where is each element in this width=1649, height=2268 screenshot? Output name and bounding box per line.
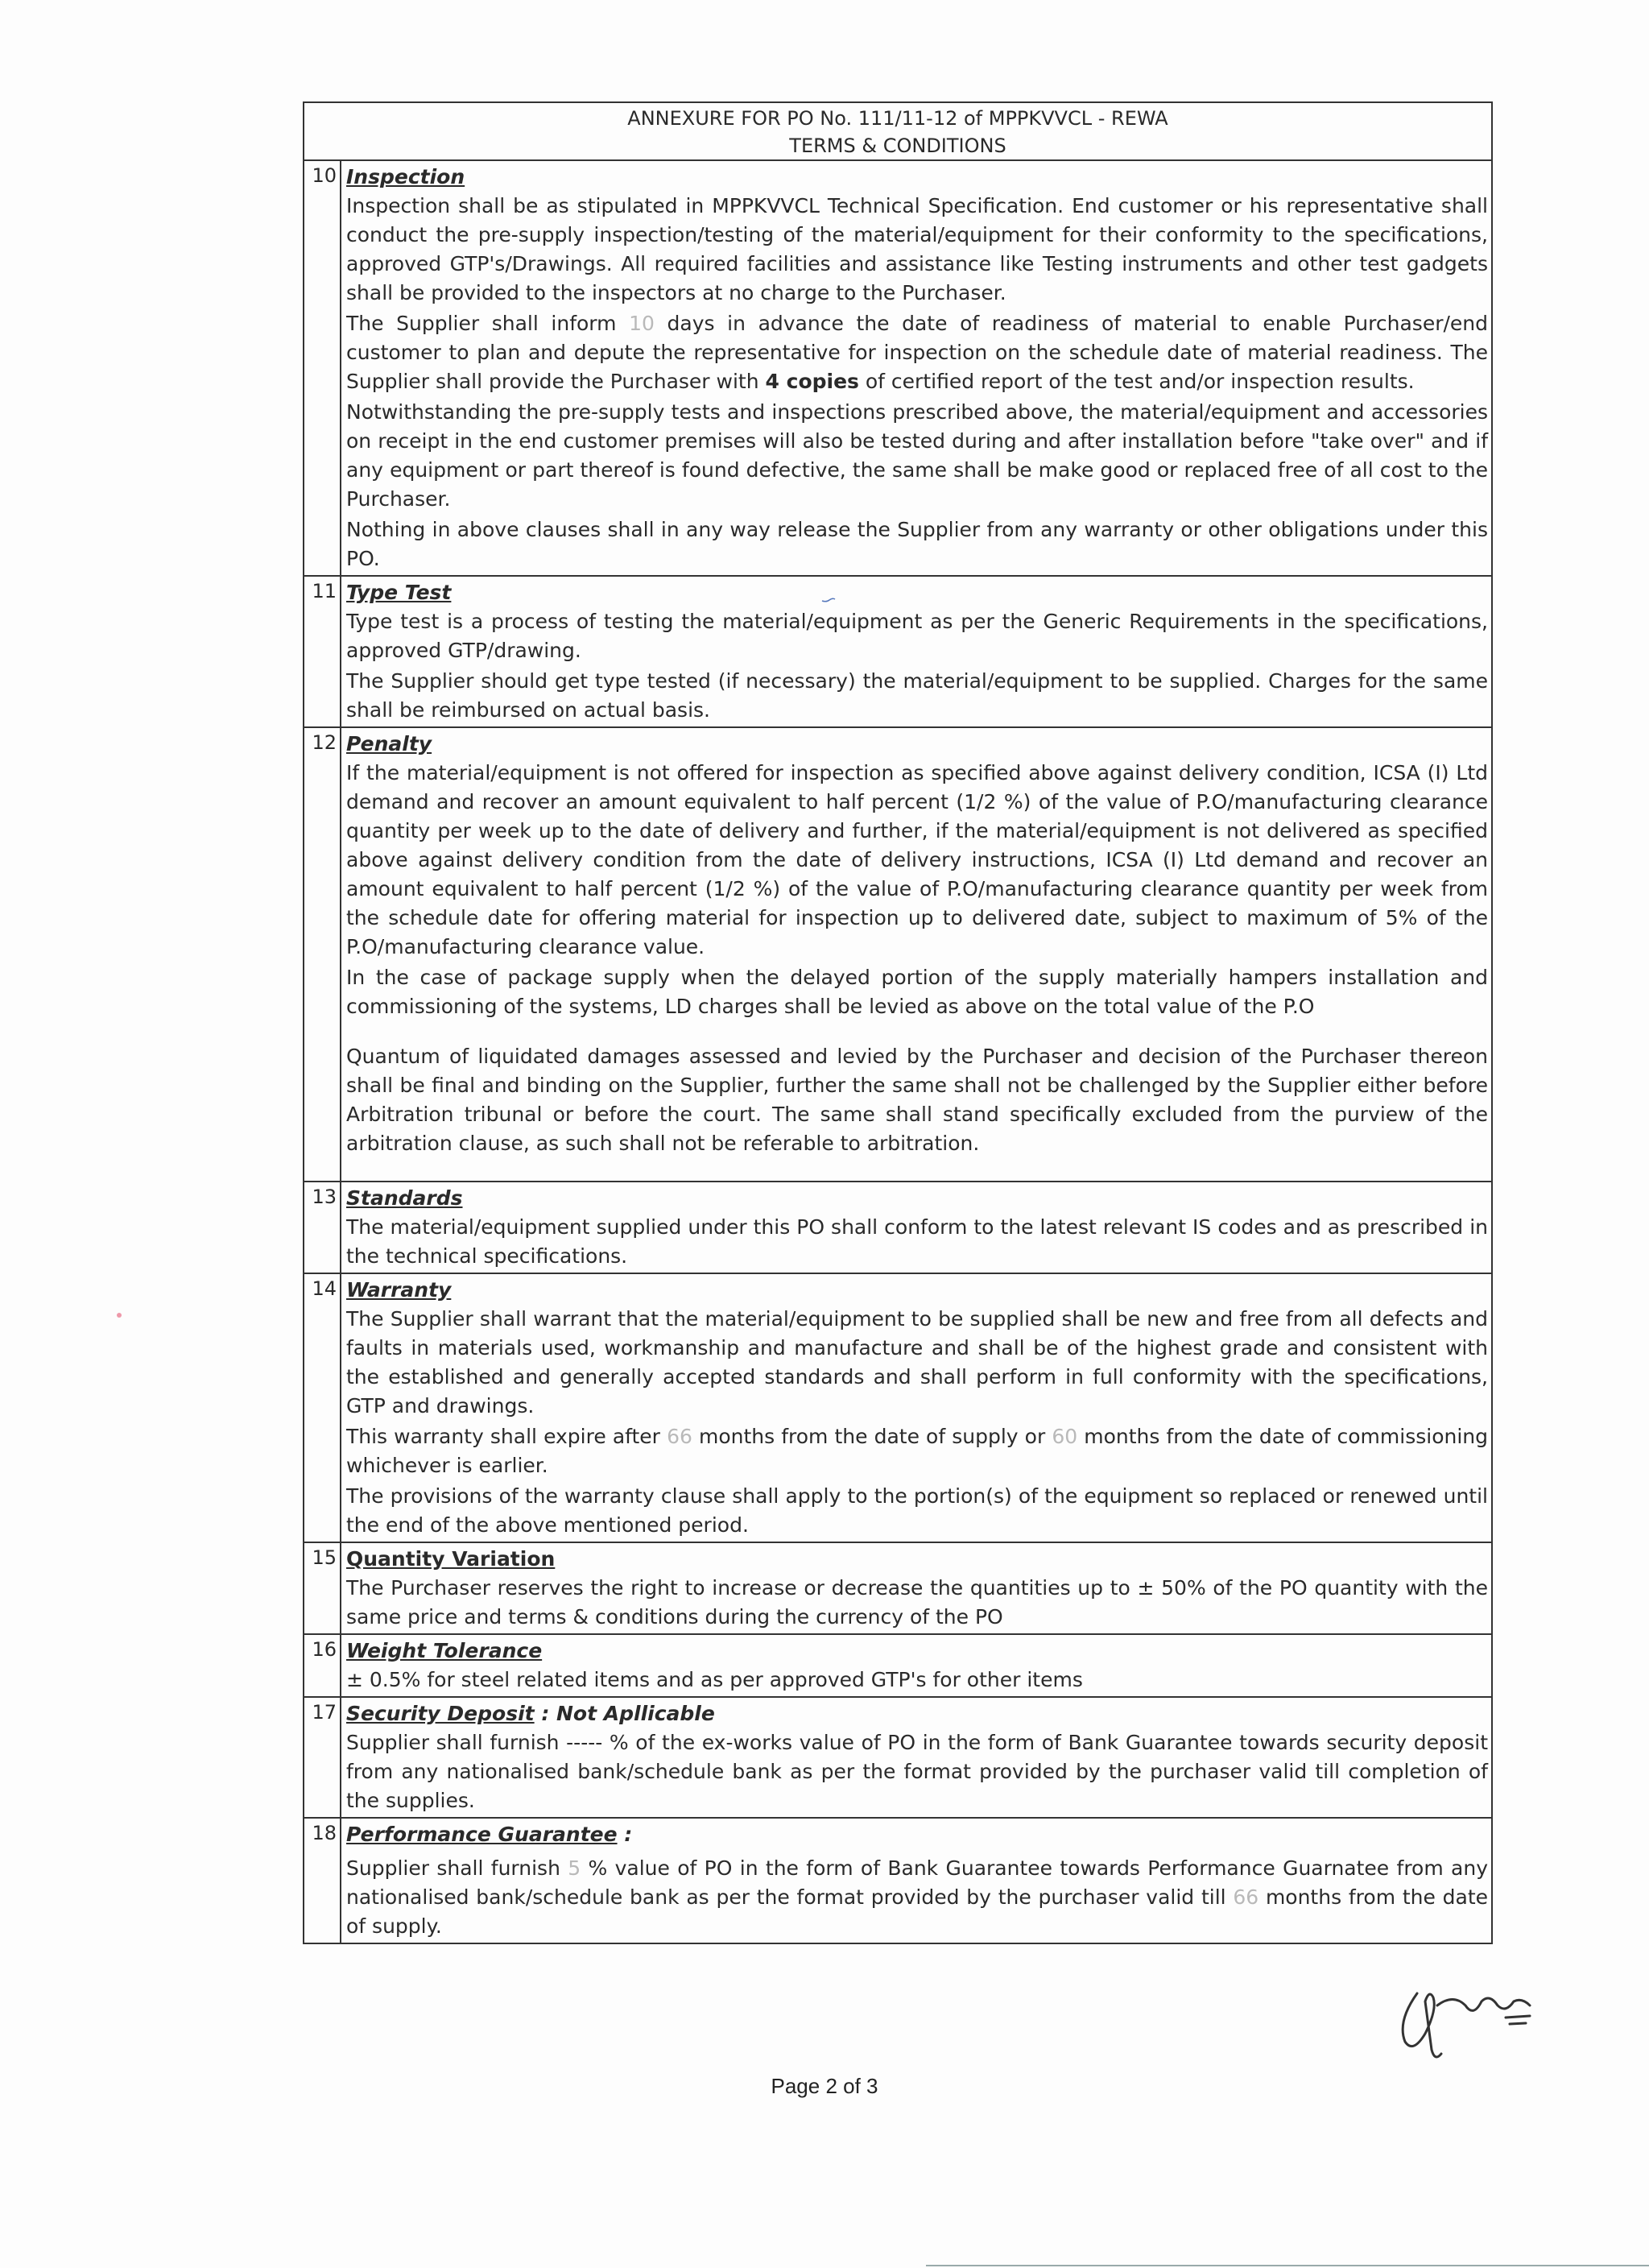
paragraph: Quantum of liquidated damages assessed and levied by the Purchaser and decision of the Purchaser thereon shall be final and binding on the Supplier, further the same shall not be challenged by the Supplier either before Arbitration tribunal or before the court. The same shall stand specifically excluded from the purview of the arbitration clause, as such shall not be referable to arbitration. [346,1045,1488,1155]
text-span: % value of PO in the form of Bank Guarantee towards Performance Guarnatee from any nationalised bank/schedule bank as per the format provided by the purchaser valid till [346,1856,1488,1909]
paragraph [346,309,1488,396]
annexure-title: ANNEXURE FOR PO No. 111/11-12 of MPPKVVCL - REWA [627,107,1168,130]
text-span: months from the date of supply or [692,1425,1052,1448]
scan-edge-line [926,2265,1649,2266]
section-row-standards [304,1182,1492,1273]
section-row-performance-guarantee [304,1818,1492,1943]
paragraph: ± 0.5% for steel related items and as per approved GTP's for other items [346,1668,1083,1691]
paragraph: The provisions of the warranty clause shall apply to the portion(s) of the equipment so replaced or renewed until the end of the above mentioned period. [346,1484,1488,1537]
table-header [304,102,1492,160]
section-number: 10 [304,160,341,576]
section-body [341,160,1492,576]
section-number: 17 [304,1697,341,1818]
text-span: This warranty shall expire after [346,1425,667,1448]
section-number: 18 [304,1818,341,1943]
guarantee-months-value: 66 [1233,1885,1259,1909]
paragraph: Notwithstanding the pre-supply tests and inspections prescribed above, the material/equipment and accessories on receipt in the end customer premises will also be tested during and after installation before "take over" and if any equipment or part thereof is found defective, the same shall be make good or replaced free of all cost to the Purchaser. [346,400,1488,511]
section-title: Security Deposit [346,1702,535,1725]
text-span: days in advance the date of readiness of material to enable Purchaser/end customer to plan and depute the representative for inspection on the schedule date of material readiness. The Supplier shall provide the Purchaser with [346,312,1488,393]
text-span: The Supplier shall inform [346,312,630,335]
section-number: 14 [304,1273,341,1542]
table-header-row [304,102,1492,160]
paragraph: The Supplier shall warrant that the material/equipment to be supplied shall be new and free from all defects and faults in materials used, workmanship and manufacture and shall be of the highest grade and consistent with the established and generally accepted standards and shall perform in full conformity with the specifications, GTP and drawings. [346,1307,1488,1418]
paragraph: Nothing in above clauses shall in any way release the Supplier from any warranty or other obligations under this PO. [346,518,1488,570]
section-title: Penalty [346,732,432,755]
section-body [341,1634,1492,1697]
section-number: 13 [304,1182,341,1273]
section-body [341,1818,1492,1943]
section-body [341,727,1492,1182]
section-row-inspection [304,160,1492,576]
section-row-security-deposit [304,1697,1492,1818]
paragraph: If the material/equipment is not offered for inspection as specified above against delivery condition, ICSA (I) Ltd demand and recover an amount equivalent to half percent (1/2 %) of the value of P.O/manufacturing clearance quantity per week up to the date of delivery and further, if the material/equipment is not delivered as specified above against delivery condition from the date of delivery instructions, ICSA (I) Ltd demand and recover an amount equivalent to half percent (1/2 %) of the value of P.O/manufacturing clearance quantity per week from the schedule date for offering material for inspection up to delivered date, subject to maximum of 5% of the P.O/manufacturing clearance value. [346,761,1488,958]
section-body [341,1697,1492,1818]
section-body [341,576,1492,727]
stray-mark [117,1313,122,1318]
warranty-supply-months: 66 [667,1425,692,1448]
paragraph: The Purchaser reserves the right to increase or decrease the quantities up to ± 50% of the PO quantity with the same price and terms & conditions during the currency of the PO [346,1576,1488,1629]
section-row-penalty [304,727,1492,1182]
page-number: Page 2 of 3 [771,2074,878,2098]
section-title-suffix: : [617,1823,633,1846]
guarantee-percent-value: 5 [568,1856,581,1880]
paragraph: Supplier shall furnish ----- % of the ex-works value of PO in the form of Bank Guarantee towards security deposit from any nationalised bank/schedule bank as per the format provided by the purchaser valid till completion of the supplies. [346,1731,1488,1812]
section-title: Weight Tolerance [346,1639,543,1662]
copies-value: 4 copies [765,370,859,393]
advance-days-value: 10 [629,312,655,335]
text-span: months from the date of supply. [346,1885,1489,1938]
section-title: Performance Guarantee [346,1823,618,1846]
section-row-weight-tolerance [304,1634,1492,1697]
terms-subtitle: TERMS & CONDITIONS [789,135,1006,157]
paragraph: The material/equipment supplied under this PO shall conform to the latest relevant IS codes and as prescribed in the technical specifications. [346,1215,1488,1268]
spacer [346,1158,1488,1179]
paragraph: The Supplier should get type tested (if necessary) the material/equipment to be supplied. Charges for the same shall be reimbursed on actual basis. [346,669,1488,722]
terms-table [303,101,1493,1944]
pen-mark [821,598,836,602]
section-number: 11 [304,576,341,727]
section-heading [346,1820,1488,1849]
spacer [346,1021,1488,1042]
section-row-type-test [304,576,1492,727]
paragraph: Type test is a process of testing the material/equipment as per the Generic Requirements in the specifications, approved GTP/drawing. [346,610,1488,662]
text-span: of certified report of the test and/or inspection results. [858,370,1415,393]
signature-image [1393,1977,1578,2066]
paragraph: Inspection shall be as stipulated in MPPKVVCL Technical Specification. End customer or his representative shall conduct the pre-supply inspection/testing of the material/equipment for their conformity to the specifications, approved GTP's/Drawings. All required facilities and assistance like Testing instruments and other test gadgets shall be provided to the inspectors at no charge to the Purchaser. [346,194,1488,304]
section-title: Warranty [346,1278,452,1302]
section-number: 12 [304,727,341,1182]
text-span: months from the date of commissioning whichever is earlier. [346,1425,1489,1477]
section-number: 15 [304,1542,341,1634]
section-title: Standards [346,1186,463,1210]
section-row-quantity-variation [304,1542,1492,1634]
text-span: Supplier shall furnish [346,1856,568,1880]
section-title-suffix: : Not Apllicable [534,1702,715,1725]
section-number: 16 [304,1634,341,1697]
paragraph [346,1422,1488,1480]
section-title: Quantity Variation [346,1547,556,1571]
section-body [341,1542,1492,1634]
warranty-commission-months: 60 [1052,1425,1078,1448]
paragraph: In the case of package supply when the delayed portion of the supply materially hampers installation and commissioning of the systems, LD charges shall be levied as above on the total value of the P.O [346,966,1488,1018]
section-body [341,1273,1492,1542]
section-title: Inspection [346,165,465,188]
section-title: Type Test [346,581,452,604]
section-row-warranty [304,1273,1492,1542]
paragraph [346,1854,1488,1941]
section-body [341,1182,1492,1273]
section-heading [346,1699,1488,1728]
